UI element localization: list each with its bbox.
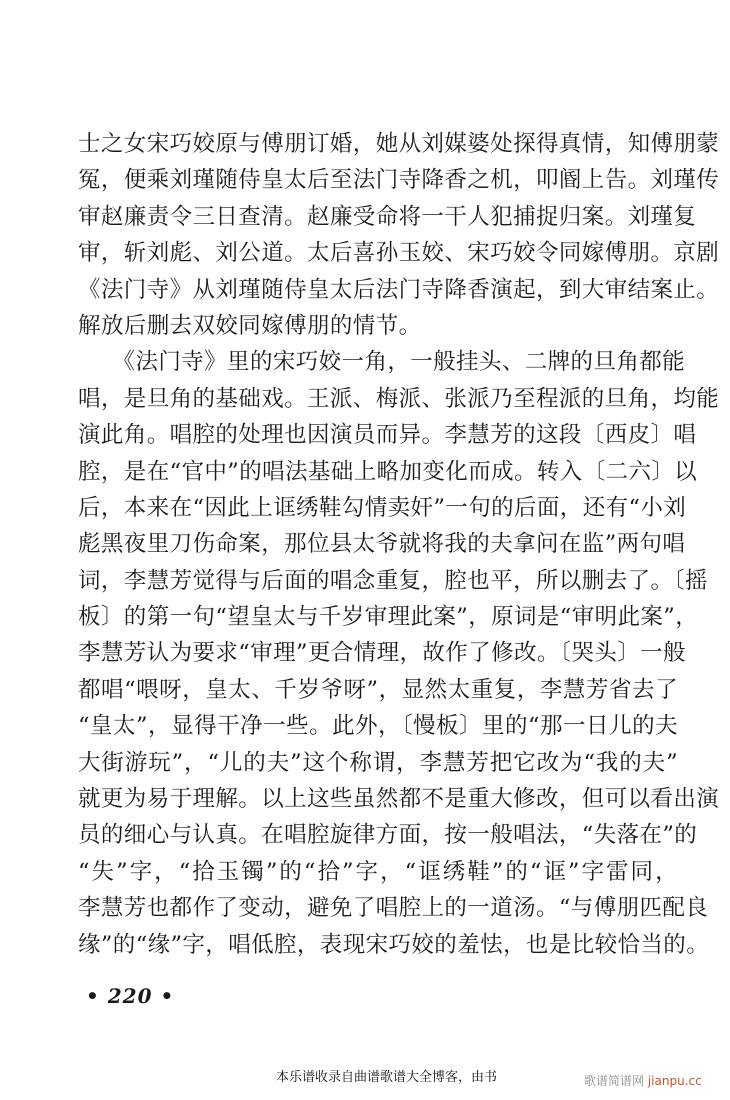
text-line: 审赵廉责令三日查清。赵廉受命将一干人犯捕捉归案。刘瑾复 <box>78 203 697 230</box>
text-line: 板〕的第一句“望皇太与千岁审理此案”，原词是“审明此案”， <box>78 604 699 631</box>
body-text <box>78 126 720 963</box>
text-line: 《法门寺》里的宋巧姣一角，一般挂头、二牌的旦角都能 <box>78 349 686 376</box>
text-line: 士之女宋巧姣原与傅朋订婚，她从刘媒婆处探得真情，知傅朋蒙 <box>78 131 720 157</box>
text-line: 审，斩刘彪、刘公道。太后喜孙玉姣、宋巧姣令同嫁傅朋。京剧 <box>78 240 720 267</box>
watermark-domain: jianpu.cc <box>647 1074 702 1088</box>
text-line: 词，李慧芳觉得与后面的唱念重复，腔也平，所以删去了。〔摇 <box>78 567 708 594</box>
watermark-site-name: 歌谱简谱网 <box>584 1074 645 1088</box>
text-line: 李慧芳也都作了变动，避免了唱腔上的一道汤。“与傅朋匹配良 <box>78 895 709 922</box>
text-line: 缘”的“缘”字，唱低腔，表现宋巧姣的羞怯，也是比较恰当的。 <box>78 931 710 958</box>
text-line: “失”字，“拾玉镯”的“拾”字，“诓绣鞋”的“诓”字雷同， <box>78 858 678 885</box>
text-line: 腔，是在“官中”的唱法基础上略加变化而成。转入〔二六〕以 <box>78 458 698 485</box>
text-line: 演此角。唱腔的处理也因演员而异。李慧芳的这段〔西皮〕唱 <box>78 422 697 449</box>
text-line: 《法门寺》从刘瑾随侍皇太后法门寺降香演起，到大审结案止。 <box>78 276 720 303</box>
text-line: 就更为易于理解。以上这些虽然都不是重大修改，但可以看出演 <box>78 786 720 813</box>
text-line: 解放后删去双姣同嫁傅朋的情节。 <box>78 312 422 339</box>
text-line: 大街游玩”，“儿的夫”这个称谓，李慧芳把它改为“我的夫” <box>78 749 678 776</box>
site-watermark <box>584 1072 702 1089</box>
footer-source-note: 本乐谱收录自曲谱歌谱大全博客，由书 <box>276 1070 498 1085</box>
text-line: “皇太”，显得干净一些。此外，〔慢板〕里的“那一日儿的夫 <box>78 713 678 740</box>
text-line: 后，本来在“因此上诓绣鞋勾情卖奸”一句的后面，还有“小刘 <box>78 494 687 521</box>
text-line: 冤，便乘刘瑾随侍皇太后至法门寺降香之机，叩阍上告。刘瑾传 <box>78 167 720 194</box>
text-line: 员的细心与认真。在唱腔旋律方面，按一般唱法，“失落在”的 <box>78 822 698 849</box>
text-line: 都唱“喂呀，皇太、千岁爷呀”，显然太重复，李慧芳省去了 <box>78 676 678 703</box>
page-number: • 220 • <box>86 984 175 1008</box>
text-line: 李慧芳认为要求“审理”更合情理，故作了修改。〔哭头〕一般 <box>78 640 686 667</box>
text-line: 彪黑夜里刀伤命案，那位县太爷就将我的夫拿问在监”两句唱 <box>78 531 686 558</box>
text-line: 唱，是旦角的基础戏。王派、梅派、张派乃至程派的旦角，均能 <box>78 385 720 412</box>
